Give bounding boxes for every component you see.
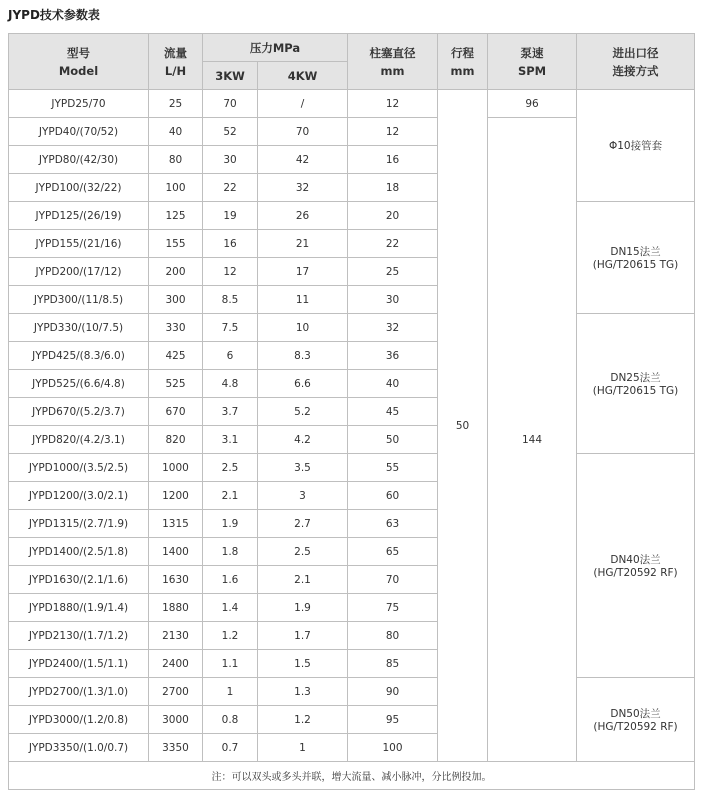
header-4kw: 4KW	[258, 62, 348, 90]
model-cell: JYPD525/(6.6/4.8)	[9, 370, 149, 398]
plunger-cell: 63	[348, 510, 438, 538]
header-plunger: 柱塞直径 mm	[348, 34, 438, 90]
pressure-4kw-cell: 2.1	[258, 566, 348, 594]
pressure-4kw-cell: 26	[258, 202, 348, 230]
flow-cell: 2130	[149, 622, 203, 650]
plunger-cell: 90	[348, 678, 438, 706]
pressure-3kw-cell: 70	[203, 90, 258, 118]
pressure-3kw-cell: 1.9	[203, 510, 258, 538]
flow-cell: 1400	[149, 538, 203, 566]
pressure-4kw-cell: 42	[258, 146, 348, 174]
plunger-cell: 85	[348, 650, 438, 678]
pressure-4kw-cell: 3.5	[258, 454, 348, 482]
pressure-4kw-cell: 21	[258, 230, 348, 258]
model-cell: JYPD300/(11/8.5)	[9, 286, 149, 314]
pressure-4kw-cell: 1	[258, 734, 348, 762]
port-line: DN15法兰	[610, 246, 661, 258]
pressure-4kw-cell: 5.2	[258, 398, 348, 426]
flow-cell: 330	[149, 314, 203, 342]
flow-cell: 300	[149, 286, 203, 314]
pressure-4kw-cell: /	[258, 90, 348, 118]
flow-cell: 3350	[149, 734, 203, 762]
model-cell: JYPD100/(32/22)	[9, 174, 149, 202]
plunger-cell: 50	[348, 426, 438, 454]
pressure-4kw-cell: 1.7	[258, 622, 348, 650]
port-line: (HG/T20615 TG)	[592, 385, 679, 397]
flow-cell: 100	[149, 174, 203, 202]
port-cell	[577, 90, 695, 202]
pressure-3kw-cell: 1	[203, 678, 258, 706]
table-body	[9, 90, 695, 790]
plunger-cell: 100	[348, 734, 438, 762]
table-row	[9, 202, 695, 230]
table-row	[9, 454, 695, 482]
header-pressure: 压力MPa	[203, 34, 348, 62]
header-port: 进出口径 连接方式	[577, 34, 695, 90]
pressure-4kw-cell: 1.9	[258, 594, 348, 622]
flow-cell: 525	[149, 370, 203, 398]
note-cell: 注：可以双头或多头并联，增大流量、减小脉冲，分比例投加。	[9, 762, 695, 790]
header-flow: 流量 L/H	[149, 34, 203, 90]
port-line: (HG/T20592 RF)	[593, 567, 678, 579]
pressure-3kw-cell: 30	[203, 146, 258, 174]
flow-cell: 155	[149, 230, 203, 258]
plunger-cell: 60	[348, 482, 438, 510]
flow-cell: 1200	[149, 482, 203, 510]
port-line: DN40法兰	[610, 554, 661, 566]
flow-cell: 670	[149, 398, 203, 426]
pressure-4kw-cell: 70	[258, 118, 348, 146]
table-row	[9, 90, 695, 118]
flow-cell: 2700	[149, 678, 203, 706]
model-cell: JYPD1880/(1.9/1.4)	[9, 594, 149, 622]
pressure-4kw-cell: 4.2	[258, 426, 348, 454]
pressure-4kw-cell: 3	[258, 482, 348, 510]
flow-cell: 1880	[149, 594, 203, 622]
plunger-cell: 20	[348, 202, 438, 230]
pressure-3kw-cell: 3.7	[203, 398, 258, 426]
model-cell: JYPD2130/(1.7/1.2)	[9, 622, 149, 650]
table-row	[9, 314, 695, 342]
pressure-3kw-cell: 3.1	[203, 426, 258, 454]
plunger-cell: 32	[348, 314, 438, 342]
flow-cell: 125	[149, 202, 203, 230]
pressure-3kw-cell: 22	[203, 174, 258, 202]
model-cell: JYPD2400/(1.5/1.1)	[9, 650, 149, 678]
plunger-cell: 75	[348, 594, 438, 622]
pressure-3kw-cell: 6	[203, 342, 258, 370]
pressure-3kw-cell: 2.1	[203, 482, 258, 510]
model-cell: JYPD330/(10/7.5)	[9, 314, 149, 342]
pressure-4kw-cell: 11	[258, 286, 348, 314]
model-cell: JYPD670/(5.2/3.7)	[9, 398, 149, 426]
plunger-cell: 12	[348, 90, 438, 118]
pressure-3kw-cell: 52	[203, 118, 258, 146]
pressure-4kw-cell: 17	[258, 258, 348, 286]
plunger-cell: 18	[348, 174, 438, 202]
port-cell	[577, 202, 695, 314]
plunger-cell: 70	[348, 566, 438, 594]
model-cell: JYPD155/(21/16)	[9, 230, 149, 258]
pressure-3kw-cell: 0.8	[203, 706, 258, 734]
model-cell: JYPD2700/(1.3/1.0)	[9, 678, 149, 706]
model-cell: JYPD1630/(2.1/1.6)	[9, 566, 149, 594]
plunger-cell: 45	[348, 398, 438, 426]
pressure-4kw-cell: 1.2	[258, 706, 348, 734]
pressure-4kw-cell: 6.6	[258, 370, 348, 398]
pressure-3kw-cell: 1.2	[203, 622, 258, 650]
pressure-4kw-cell: 2.5	[258, 538, 348, 566]
flow-cell: 1315	[149, 510, 203, 538]
pressure-4kw-cell: 8.3	[258, 342, 348, 370]
header-model: 型号 Model	[9, 34, 149, 90]
model-cell: JYPD125/(26/19)	[9, 202, 149, 230]
plunger-cell: 25	[348, 258, 438, 286]
flow-cell: 200	[149, 258, 203, 286]
pressure-3kw-cell: 1.4	[203, 594, 258, 622]
model-cell: JYPD25/70	[9, 90, 149, 118]
model-cell: JYPD40/(70/52)	[9, 118, 149, 146]
pressure-3kw-cell: 2.5	[203, 454, 258, 482]
pressure-3kw-cell: 4.8	[203, 370, 258, 398]
plunger-cell: 30	[348, 286, 438, 314]
model-cell: JYPD80/(42/30)	[9, 146, 149, 174]
plunger-cell: 55	[348, 454, 438, 482]
port-cell	[577, 454, 695, 678]
plunger-cell: 65	[348, 538, 438, 566]
flow-cell: 3000	[149, 706, 203, 734]
flow-cell: 1630	[149, 566, 203, 594]
pressure-3kw-cell: 19	[203, 202, 258, 230]
pressure-3kw-cell: 1.1	[203, 650, 258, 678]
page-title: JYPD技术参数表	[8, 8, 100, 22]
header-stroke: 行程 mm	[438, 34, 488, 90]
speed-cell: 96	[488, 90, 577, 118]
note-row	[9, 762, 695, 790]
speed-cell: 144	[488, 118, 577, 762]
table-row	[9, 678, 695, 706]
model-cell: JYPD200/(17/12)	[9, 258, 149, 286]
model-cell: JYPD1200/(3.0/2.1)	[9, 482, 149, 510]
flow-cell: 25	[149, 90, 203, 118]
flow-cell: 1000	[149, 454, 203, 482]
plunger-cell: 36	[348, 342, 438, 370]
port-line: (HG/T20592 RF)	[593, 721, 678, 733]
pressure-4kw-cell: 1.3	[258, 678, 348, 706]
pressure-3kw-cell: 0.7	[203, 734, 258, 762]
model-cell: JYPD820/(4.2/3.1)	[9, 426, 149, 454]
pressure-4kw-cell: 2.7	[258, 510, 348, 538]
model-cell: JYPD1000/(3.5/2.5)	[9, 454, 149, 482]
model-cell: JYPD425/(8.3/6.0)	[9, 342, 149, 370]
port-cell	[577, 314, 695, 454]
flow-cell: 820	[149, 426, 203, 454]
plunger-cell: 80	[348, 622, 438, 650]
model-cell: JYPD1400/(2.5/1.8)	[9, 538, 149, 566]
plunger-cell: 12	[348, 118, 438, 146]
plunger-cell: 95	[348, 706, 438, 734]
spec-table	[8, 33, 695, 790]
port-line: (HG/T20615 TG)	[592, 259, 679, 271]
pressure-3kw-cell: 8.5	[203, 286, 258, 314]
pressure-4kw-cell: 1.5	[258, 650, 348, 678]
port-line: DN25法兰	[610, 372, 661, 384]
port-line: DN50法兰	[610, 708, 661, 720]
flow-cell: 2400	[149, 650, 203, 678]
flow-cell: 425	[149, 342, 203, 370]
plunger-cell: 40	[348, 370, 438, 398]
header-speed: 泵速 SPM	[488, 34, 577, 90]
pressure-4kw-cell: 32	[258, 174, 348, 202]
pressure-3kw-cell: 12	[203, 258, 258, 286]
header-3kw: 3KW	[203, 62, 258, 90]
plunger-cell: 22	[348, 230, 438, 258]
model-cell: JYPD1315/(2.7/1.9)	[9, 510, 149, 538]
model-cell: JYPD3350/(1.0/0.7)	[9, 734, 149, 762]
flow-cell: 80	[149, 146, 203, 174]
port-line: Φ10接管套	[608, 140, 663, 152]
pressure-4kw-cell: 10	[258, 314, 348, 342]
pressure-3kw-cell: 16	[203, 230, 258, 258]
flow-cell: 40	[149, 118, 203, 146]
stroke-cell: 50	[438, 90, 488, 762]
pressure-3kw-cell: 1.8	[203, 538, 258, 566]
pressure-3kw-cell: 7.5	[203, 314, 258, 342]
model-cell: JYPD3000/(1.2/0.8)	[9, 706, 149, 734]
port-cell	[577, 678, 695, 762]
pressure-3kw-cell: 1.6	[203, 566, 258, 594]
plunger-cell: 16	[348, 146, 438, 174]
